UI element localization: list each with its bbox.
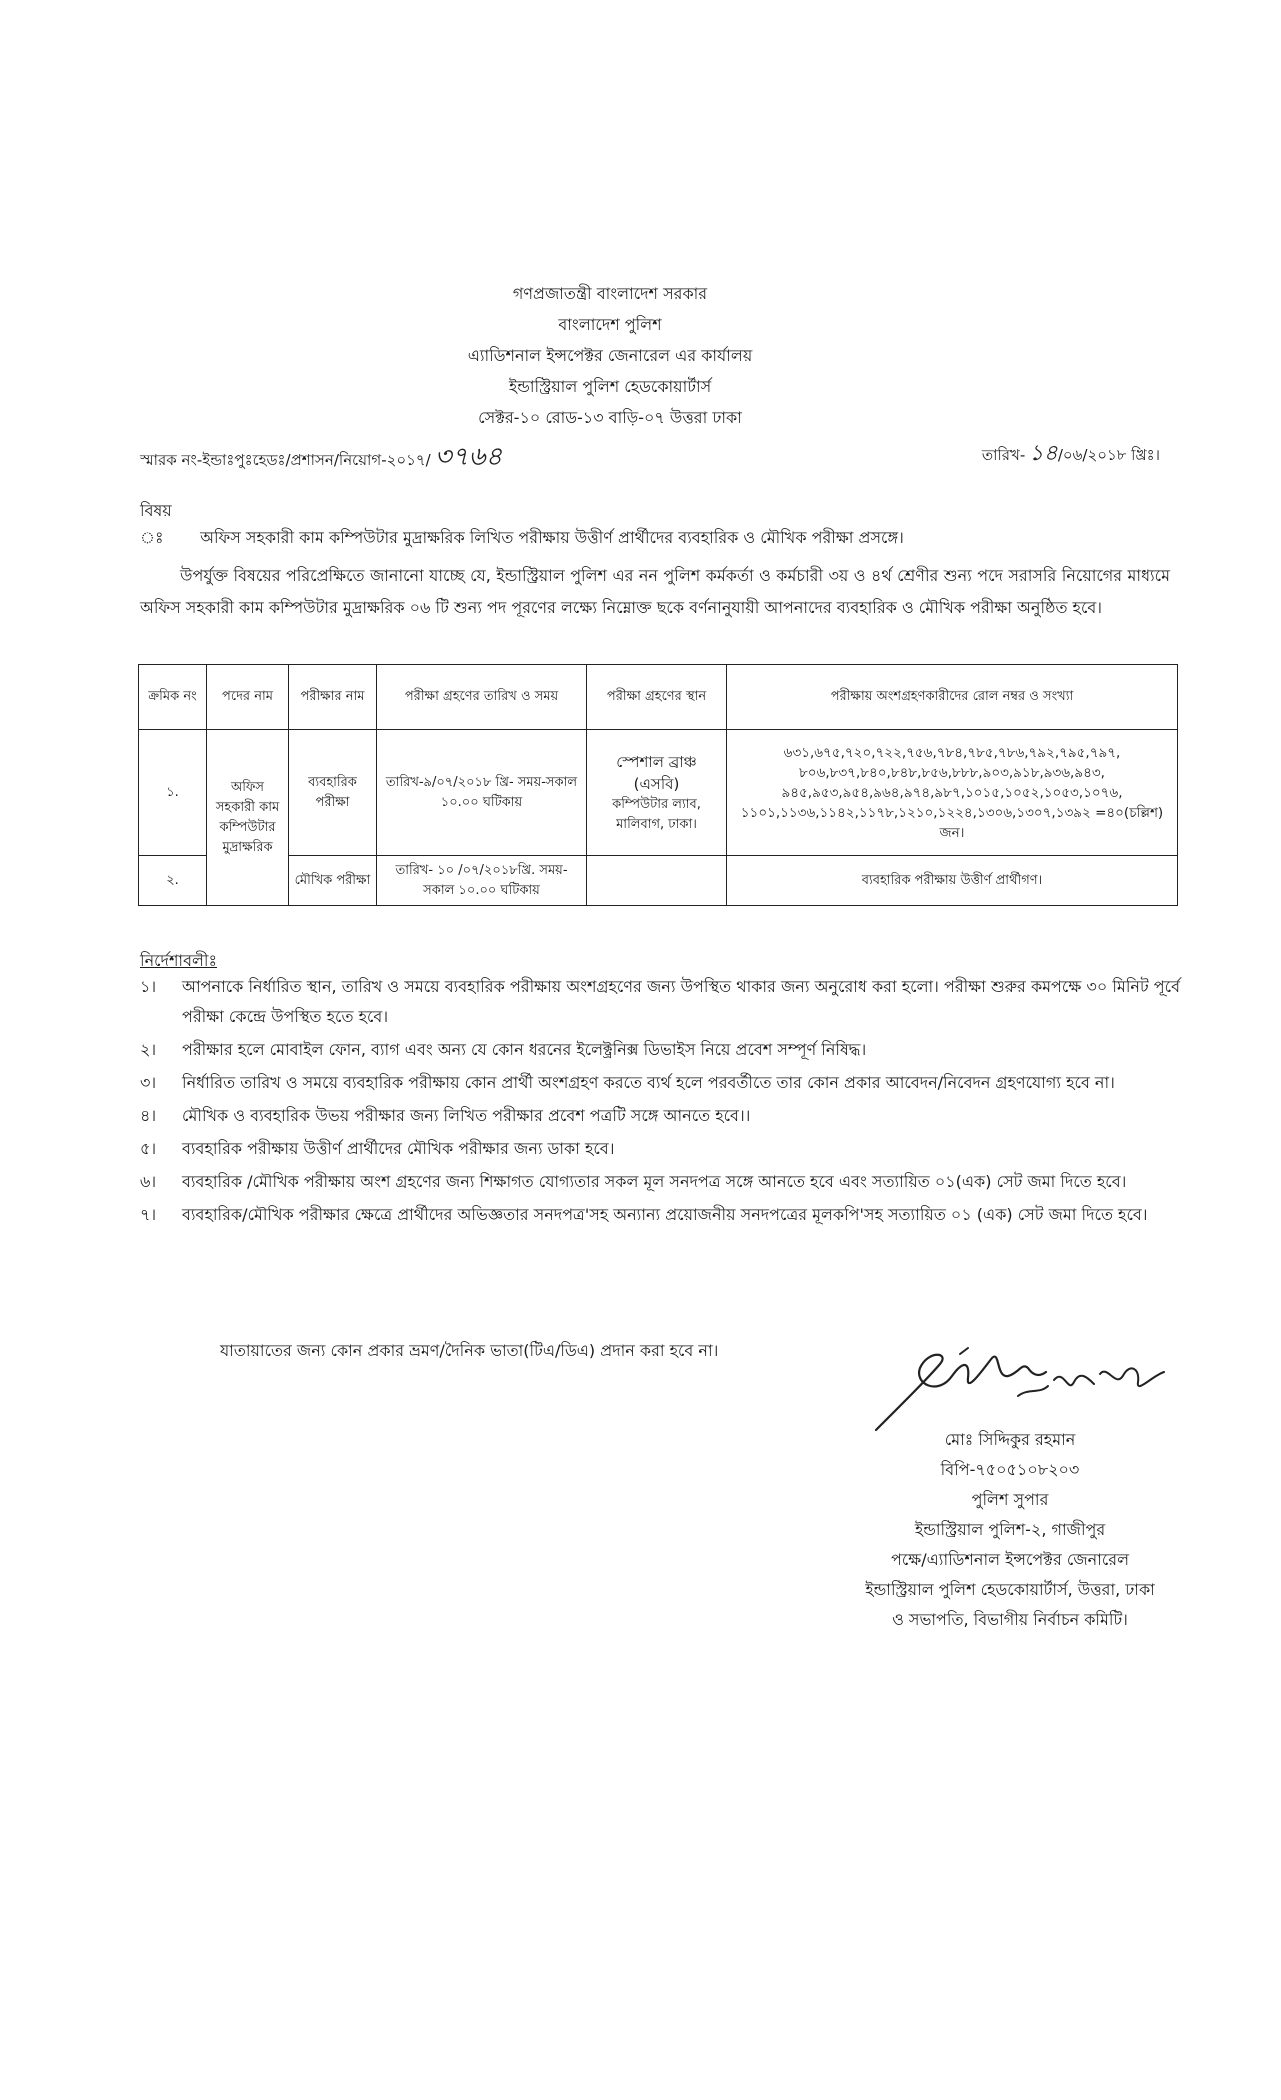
col-exam: পরীক্ষার নাম bbox=[289, 665, 377, 730]
col-post: পদের নাম bbox=[207, 665, 289, 730]
cell-venue-empty bbox=[587, 856, 727, 906]
letterhead-hq: ইন্ডাস্ট্রিয়াল পুলিশ হেডকোয়ার্টার্স bbox=[508, 377, 712, 396]
cell-post-name: অফিস সহকারী কাম কম্পিউটার মুদ্রাক্ষরিক bbox=[207, 730, 289, 906]
handwritten-signature bbox=[868, 1338, 1188, 1438]
memo-date bbox=[982, 436, 1160, 473]
signatory-name: মোঃ সিদ্দিকুর রহমান bbox=[944, 1430, 1076, 1449]
signatory-hq: ইন্ডাস্ট্রিয়াল পুলিশ হেডকোয়ার্টার্স, উত্তরা, ঢাকা bbox=[865, 1580, 1155, 1599]
cell-datetime: তারিখ- ১০ /০৭/২০১৮খ্রি. সময়-সকাল ১০.০০ ঘটিকায় bbox=[377, 856, 587, 906]
letterhead-police: বাংলাদেশ পুলিশ bbox=[558, 315, 662, 334]
cell-rolls: ৬৩১,৬৭৫,৭২০,৭২২,৭৫৬,৭৮৪,৭৮৫,৭৮৬,৭৯২,৭৯৫,৭৯৭, ৮০৬,৮৩৭,৮৪০,৮৪৮,৮৫৬,৮৮৮,৯০৩,৯১৮,৯৩৬,৯৪৩, ৯৪৫,৯৫৩,৯৫৪,৯৬৪,৯৭৪,৯৮৭,১০১৫,১০৫২,১০৫৩,১০৭৬, ১১০১,১১৩৬,১১৪২,১১৭৮,১২১০,১২২৪,১৩০৬,১৩০৭,১৩৯২ =৪০(চল্লিশ) জন। bbox=[727, 730, 1178, 856]
col-venue: পরীক্ষা গ্রহণের স্থান bbox=[587, 665, 727, 730]
signatory-committee: ও সভাপতি, বিভাগীয় নির্বাচন কমিটি। bbox=[892, 1610, 1128, 1629]
list-item: ৪। মৌখিক ও ব্যবহারিক উভয় পরীক্ষার জন্য লিখিত পরীক্ষার প্রবেশ পত্রটি সঙ্গে আনতে হবে।। bbox=[140, 1106, 751, 1125]
list-item: ৭। ব্যবহারিক/মৌখিক পরীক্ষার ক্ষেত্রে প্রার্থীদের অভিজ্ঞতার সনদপত্র'সহ অন্যান্য প্রয়োজনীয় সনদপত্রের মূলকপি'সহ সত্যায়িত ০১ (এক) সেট জমা দিতে হবে। bbox=[140, 1205, 1148, 1224]
signature-block bbox=[780, 1425, 1240, 1635]
subject-label: বিষয় ঃ bbox=[140, 501, 172, 547]
list-item: ৬। ব্যবহারিক /মৌখিক পরীক্ষায় অংশ গ্রহণের জন্য শিক্ষাগত যোগ্যতার সকল মূল সনদপত্র সঙ্গে আনতে হবে এবং সত্যায়িত ০১(এক) সেট জমা দিতে হবে। bbox=[140, 1172, 1127, 1191]
instructions-list bbox=[140, 972, 1180, 1233]
list-item: ২। পরীক্ষার হলে মোবাইল ফোন, ব্যাগ এবং অন্য যে কোন ধরনের ইলেক্ট্রনিক্স ডিভাইস নিয়ে প্রবেশ সম্পূর্ণ নিষিদ্ধ। bbox=[140, 1040, 867, 1059]
venue-name: স্পেশাল ব্রাঞ্চ (এসবি) bbox=[616, 752, 697, 793]
memo-row bbox=[140, 428, 1160, 472]
intro-paragraph: উপর্যুক্ত বিষয়ের পরিপ্রেক্ষিতে জানানো যাচ্ছে যে, ইন্ডাস্ট্রিয়াল পুলিশ এর নন পুলিশ কর্মকর্তা ও কর্মচারী ৩য় ও ৪র্থ শ্রেণীর শুন্য পদে সরাসরি নিয়োগের মাধ্যমে অফিস সহকারী কাম কম্পিউটার মুদ্রাক্ষরিক ০৬ টি শুন্য পদ পূরণের লক্ষ্যে নিম্নোক্ত ছকে বর্ণনানুযায়ী আপনাদের ব্যবহারিক ও মৌখিক পরীক্ষা অনুষ্ঠিত হবে। bbox=[140, 566, 1170, 617]
signatory-on-behalf: পক্ষে/এ্যাডিশনাল ইন্সপেক্টর জেনারেল bbox=[890, 1550, 1129, 1569]
cell-exam: ব্যবহারিক পরীক্ষা bbox=[289, 730, 377, 856]
memo-date-suffix: /০৬/২০১৮ খ্রিঃ। bbox=[1057, 446, 1160, 464]
memo-reference bbox=[140, 436, 502, 480]
memo-date-prefix: তারিখ- bbox=[981, 446, 1026, 464]
subject-line bbox=[140, 498, 1180, 552]
list-item: ৫। ব্যবহারিক পরীক্ষায় উত্তীর্ণ প্রার্থীদের মৌখিক পরীক্ষার জন্য ডাকা হবে। bbox=[140, 1139, 615, 1158]
cell-serial: ২. bbox=[139, 856, 207, 906]
instructions-title: নির্দেশাবলীঃ bbox=[140, 951, 218, 970]
letterhead-government: গণপ্রজাতন্ত্রী বাংলাদেশ সরকার bbox=[512, 284, 708, 303]
signatory-unit: ইন্ডাস্ট্রিয়াল পুলিশ-২, গাজীপুর bbox=[914, 1520, 1106, 1539]
cell-serial: ১. bbox=[139, 730, 207, 856]
table-row bbox=[139, 856, 1178, 906]
travel-allowance-note: যাতায়াতের জন্য কোন প্রকার ভ্রমণ/দৈনিক ভাতা(টিএ/ডিএ) প্রদান করা হবে না। bbox=[220, 1341, 719, 1360]
memo-date-day: ১৪ bbox=[1029, 441, 1058, 466]
cell-rolls: ব্যবহারিক পরীক্ষায় উত্তীর্ণ প্রার্থীগণ। bbox=[727, 856, 1178, 906]
venue-location: কম্পিউটার ল্যাব, মালিবাগ, ঢাকা। bbox=[612, 796, 701, 832]
subject-text: অফিস সহকারী কাম কম্পিউটার মুদ্রাক্ষরিক লিখিত পরীক্ষায় উত্তীর্ণ প্রার্থীদের ব্যবহারিক ও মৌখিক পরীক্ষা প্রসঙ্গে। bbox=[200, 528, 904, 547]
table-header-row bbox=[139, 665, 1178, 730]
letterhead bbox=[300, 278, 920, 433]
col-datetime: পরীক্ষা গ্রহণের তারিখ ও সময় bbox=[377, 665, 587, 730]
col-rolls: পরীক্ষায় অংশগ্রহণকারীদের রোল নম্বর ও সংখ্যা bbox=[727, 665, 1178, 730]
signatory-designation: পুলিশ সুপার bbox=[971, 1490, 1049, 1509]
list-item: ৩। নির্ধারিত তারিখ ও সময়ে ব্যবহারিক পরীক্ষায় কোন প্রার্থী অংশগ্রহণ করতে ব্যর্থ হলে পরবর্তীতে তার কোন প্রকার আবেদন/নিবেদন গ্রহণযোগ্য হবে না। bbox=[140, 1073, 1115, 1092]
signatory-bp-number: বিপি-৭৫০৫১০৮২০৩ bbox=[940, 1460, 1080, 1479]
cell-datetime: তারিখ-৯/০৭/২০১৮ খ্রি- সময়-সকাল ১০.০০ ঘটিকায় bbox=[377, 730, 587, 856]
list-item: ১। আপনাকে নির্ধারিত স্থান, তারিখ ও সময়ে ব্যবহারিক পরীক্ষায় অংশগ্রহণের জন্য উপস্থিত থাকার জন্য অনুরোধ করা হলো। পরীক্ষা শুরুর কমপক্ষে ৩০ মিনিট পূর্বে পরীক্ষা কেন্দ্রে উপস্থিত হতে হবে। bbox=[140, 977, 1180, 1026]
memo-ref-number: ৩৭৬৪ bbox=[434, 442, 503, 472]
exam-schedule-table bbox=[138, 664, 1178, 906]
letterhead-office: এ্যাডিশনাল ইন্সপেক্টর জেনারেল এর কার্যালয় bbox=[467, 346, 753, 365]
cell-venue bbox=[587, 730, 727, 856]
letterhead-address: সেক্টর-১০ রোড-১৩ বাড়ি-০৭ উত্তরা ঢাকা bbox=[478, 408, 742, 427]
memo-ref-text: স্মারক নং-ইন্ডাঃপুঃহেডঃ/প্রশাসন/নিয়োগ-২০১৭/ bbox=[140, 451, 431, 469]
cell-exam: মৌখিক পরীক্ষা bbox=[289, 856, 377, 906]
col-serial: ক্রমিক নং bbox=[139, 665, 207, 730]
table-row bbox=[139, 730, 1178, 856]
